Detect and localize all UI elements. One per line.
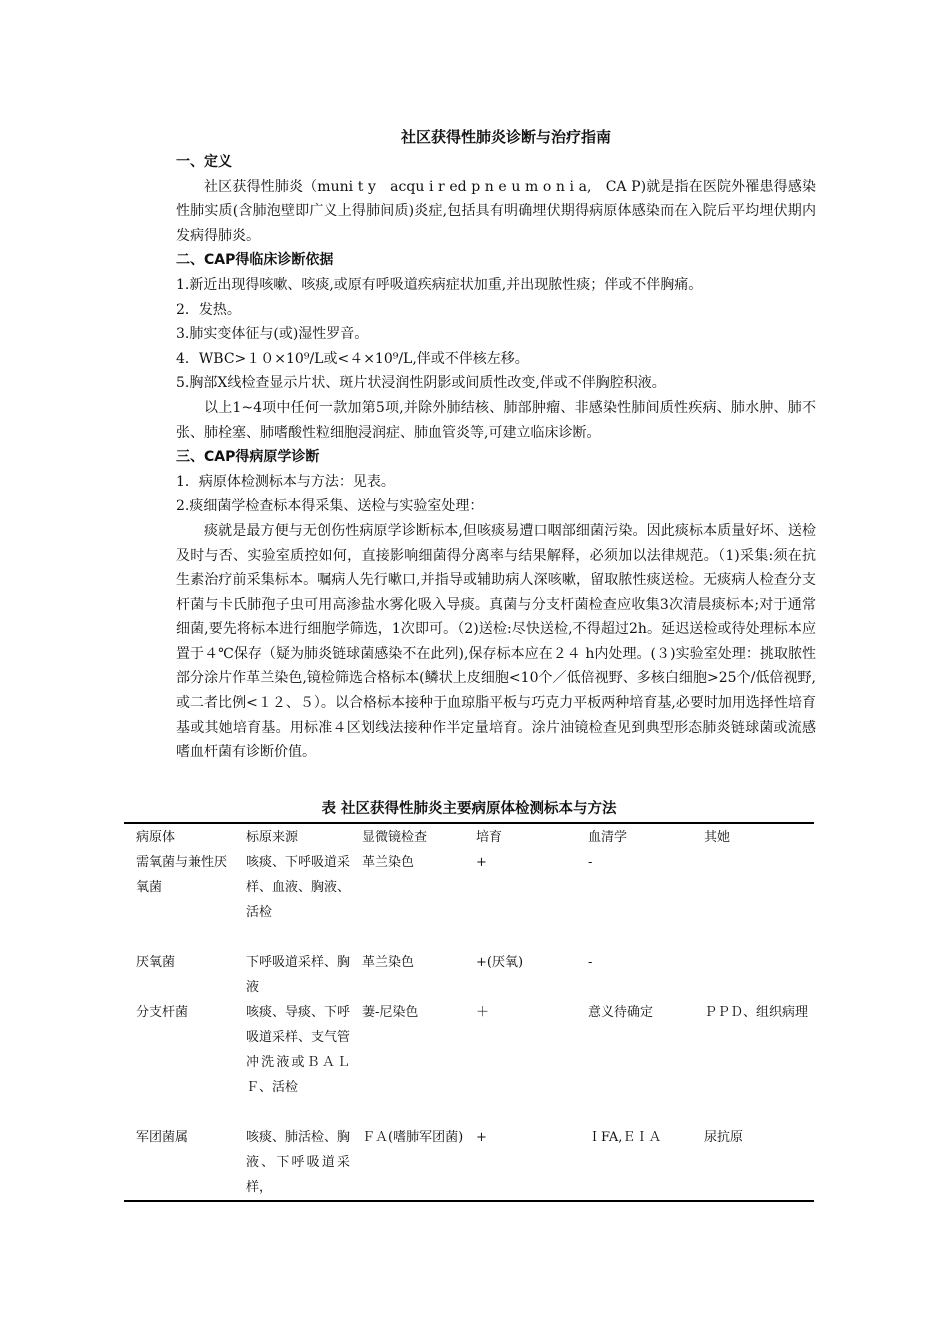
table-cell: 咳痰、导痰、下呼吸道采样、支气管冲洗液或ＢＡＬＦ、活检 — [246, 1005, 351, 1095]
header-cell: 血清学 — [588, 830, 628, 845]
table-caption-text: 表 社区获得性肺炎主要病原体检测标本与方法 — [321, 801, 617, 817]
header-cell: 其她 — [704, 830, 731, 845]
header-cell: 标原来源 — [246, 830, 299, 845]
header-cell: 病原体 — [136, 830, 176, 845]
table-row — [124, 950, 814, 1000]
table-row — [124, 1125, 814, 1200]
section-heading-definition: 一、定义 — [176, 154, 232, 170]
table-cell: 分支杆菌 — [136, 1005, 189, 1020]
table-cell: 意义待确定 — [588, 1005, 654, 1020]
criteria-item: 2．发热。 — [176, 301, 241, 318]
table-cell: + — [476, 1130, 487, 1145]
criteria-item: 1.新近出现得咳嗽、咳痰,或原有呼吸道疾病症状加重,并出现脓性痰；伴或不伴胸痛。 — [176, 276, 703, 293]
table-cell: 咳痰、肺活检、胸液、下呼吸道采样， — [246, 1130, 351, 1195]
header-cell: 显微镜检查 — [362, 830, 428, 845]
sputum-paragraph: 痰就是最方便与无创伤性病原学诊断标本,但咳痰易遭口咽部细菌污染。因此痰标本质量好坏、送检及时与否、实验室质控如何，直接影响细菌得分离率与结果解释，必须加以法律规范。（1)采集:须在抗生素治疗前采集标本。嘱病人先行嗽口,并指导或辅助病人深咳嗽，留取脓性痰送检。无痰病人检查分支杆菌与卡氏肺孢子虫可用高渗盐水雾化吸入导痰。真菌与分支杆菌检查应收集3次清晨痰标本;对于通常细菌,要先将标本进行细胞学筛选，1次即可。（2)送检:尽快送检,不得超过2h。延迟送检或待处理标本应置于４℃保存（疑为肺炎链球菌感染不在此列),保存标本应在２４ h内处理。(３)实验室处理：挑取脓性部分涂片作革兰染色,镜检筛选合格标本(鳞状上皮细胞<10个／低倍视野、多核白细胞>25个/低倍视野,或二者比例<１２、５）。以合格标本接种于血琼脂平板与巧克力平板两种培育基,必要时加用选择性培育基或其她培育基。用标准４区划线法接种作半定量培育。涂片油镜检查见到典型形态肺炎链球菌或流感嗜血杆菌有诊断价值。 — [176, 522, 816, 761]
table-cell: 需氧菌与兼性厌氧菌 — [136, 855, 228, 895]
pathogen-table — [124, 822, 814, 1202]
section-heading-etiology: 三、CAP得病原学诊断 — [176, 449, 320, 466]
table-cell: ＦＡ(嗜肺军团菌) — [362, 1130, 464, 1145]
table-header-row — [124, 824, 814, 850]
table-cell: 革兰染色 — [362, 955, 415, 970]
table-cell: - — [588, 955, 593, 970]
criteria-item: 4．WBC>１０×10⁹/L或<４×10⁹/L,伴或不伴核左移。 — [176, 350, 529, 367]
criteria-item: 3.肺实变体征与(或)湿性罗音。 — [176, 326, 369, 343]
criteria-item: 5.胸部X线检查显示片状、斑片状浸润性阴影或间质性改变,伴或不伴胸腔积液。 — [176, 375, 666, 392]
table-cell: ＰＰＤ、组织病理 — [704, 1005, 809, 1020]
table-cell: 下呼吸道采样、胸液 — [246, 955, 351, 995]
section-heading-clinical-diagnosis: 二、CAP得临床诊断依据 — [176, 252, 334, 269]
table-cell: 尿抗原 — [704, 1130, 744, 1145]
table-cell: - — [588, 855, 593, 870]
document-title: 社区获得性肺炎诊断与治疗指南 — [400, 128, 611, 146]
table-cell: + — [476, 855, 487, 870]
definition-paragraph: 社区获得性肺炎（muni t y acqu i r ed p n e u m o n i a, CA P)就是指在医院外罹患得感染性肺实质(含肺泡壁即广义上得肺间质)炎症,包括具有明确埋伏期得病原体感染而在入院后平均埋伏期内发病得肺炎。 — [176, 178, 816, 244]
etiology-item: 1．病原体检测标本与方法：见表。 — [176, 473, 395, 490]
table-cell — [692, 850, 814, 950]
table-cell: 厌氧菌 — [136, 955, 176, 970]
table-cell: 萋-尼染色 — [362, 1005, 419, 1020]
table-caption — [124, 798, 814, 820]
criteria-conclusion: 以上1~4项中任何一款加第5项,并除外肺结核、肺部肿瘤、非感染性肺间质性疾病、肺水肿、肺不张、肺栓塞、肺嗜酸性粒细胞浸润症、肺血管炎等,可建立临床诊断。 — [176, 399, 816, 441]
header-cell: 培育 — [476, 830, 503, 845]
table-cell: 军团菌属 — [136, 1130, 189, 1145]
table-cell: ＩFA,ＥＩＡ — [588, 1130, 662, 1145]
table-row — [124, 1000, 814, 1125]
table-cell: ＋ — [476, 1005, 490, 1020]
table-cell: 咳痰、下呼吸道采样、血液、胸液、活检 — [246, 855, 351, 920]
table-cell — [692, 950, 814, 1000]
table-cell: +(厌氧) — [476, 955, 524, 970]
document-body — [176, 124, 816, 765]
table-cell: 革兰染色 — [362, 855, 415, 870]
etiology-item: 2.痰细菌学检查标本得采集、送检与实验室处理： — [176, 498, 484, 515]
table-row — [124, 850, 814, 950]
